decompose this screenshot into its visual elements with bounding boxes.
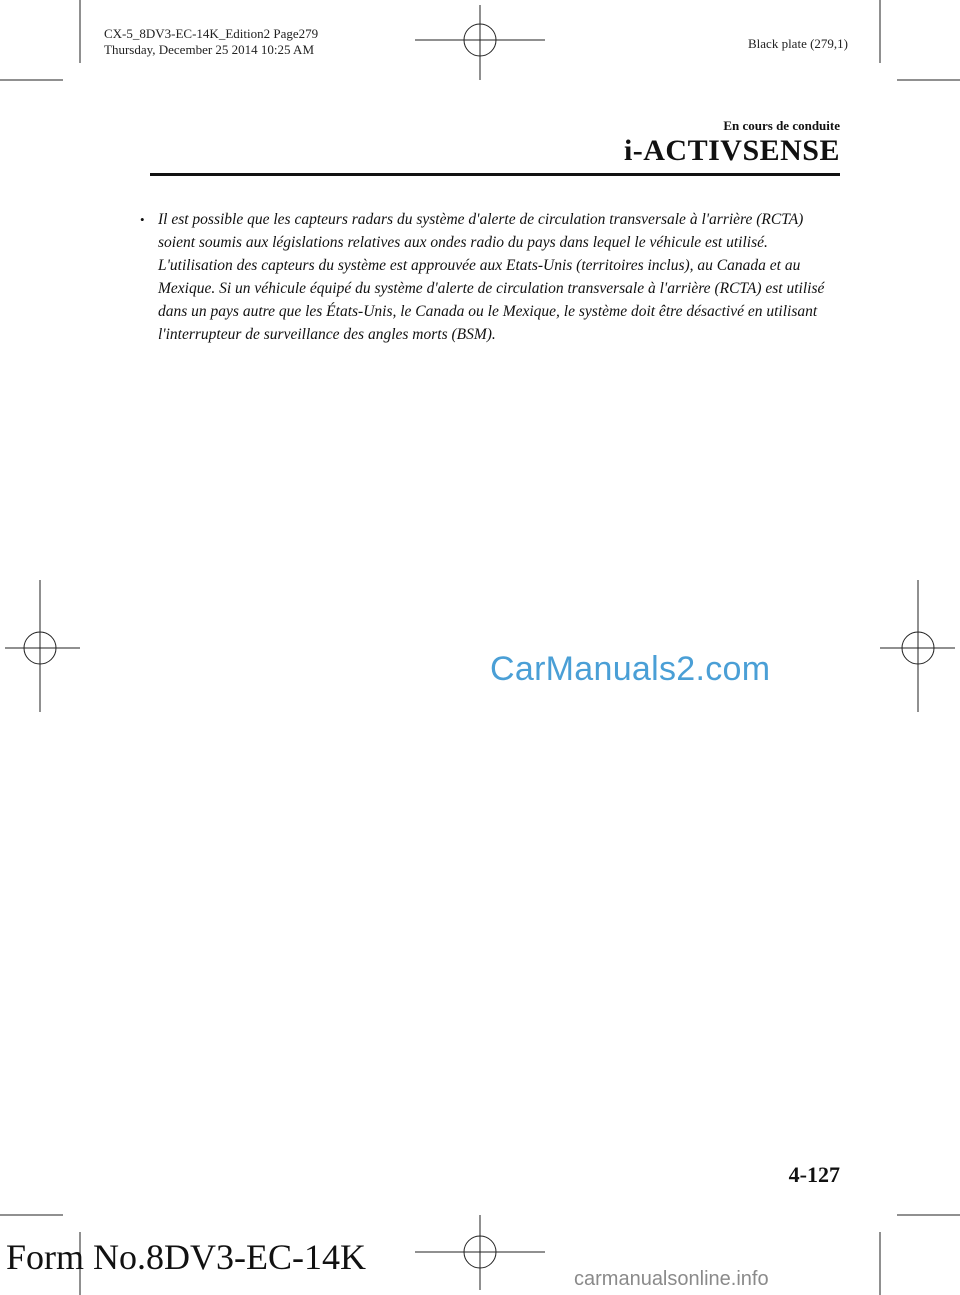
print-meta-line1: CX-5_8DV3-EC-14K_Edition2 Page279 [104, 26, 319, 41]
register-mark-bottom [415, 1215, 545, 1290]
footer-site: carmanualsonline.info [574, 1268, 769, 1290]
bullet-icon: • [140, 212, 145, 227]
bullet-item [140, 208, 840, 346]
form-number: Form No.8DV3-EC-14K [6, 1237, 366, 1277]
page-number: 4-127 [788, 1162, 840, 1187]
print-meta-line2: Thursday, December 25 2014 10:25 AM [104, 42, 315, 57]
register-mark-left [5, 580, 80, 712]
chapter-title: En cours de conduite [723, 118, 840, 133]
header-rule [150, 173, 840, 176]
section-title: i-ACTIVSENSE [623, 134, 840, 167]
watermark: CarManuals2.com [490, 650, 771, 688]
print-meta [104, 26, 318, 58]
plate-label: Black plate (279,1) [748, 36, 848, 51]
register-mark-top [415, 5, 545, 80]
bullet-text: Il est possible que les capteurs radars du système d'alerte de circulation transversale à l'arrière (RCTA) soient soumis aux législations relatives aux ondes radio du pays dans lequel le véhicule est utilisé. L'utilisation des capteurs du système est approuvée aux Etats-Unis (territoires inclus), au Canada et au Mexique. Si un véhicule équipé du système d'alerte de circulation transversale à l'arrière (RCTA) est utilisé dans un pays autre que les États-Unis, le Canada ou le Mexique, le système doit être désactivé en utilisant l'interrupteur de surveillance des angles morts (BSM). [158, 211, 825, 343]
register-mark-right [880, 580, 955, 712]
